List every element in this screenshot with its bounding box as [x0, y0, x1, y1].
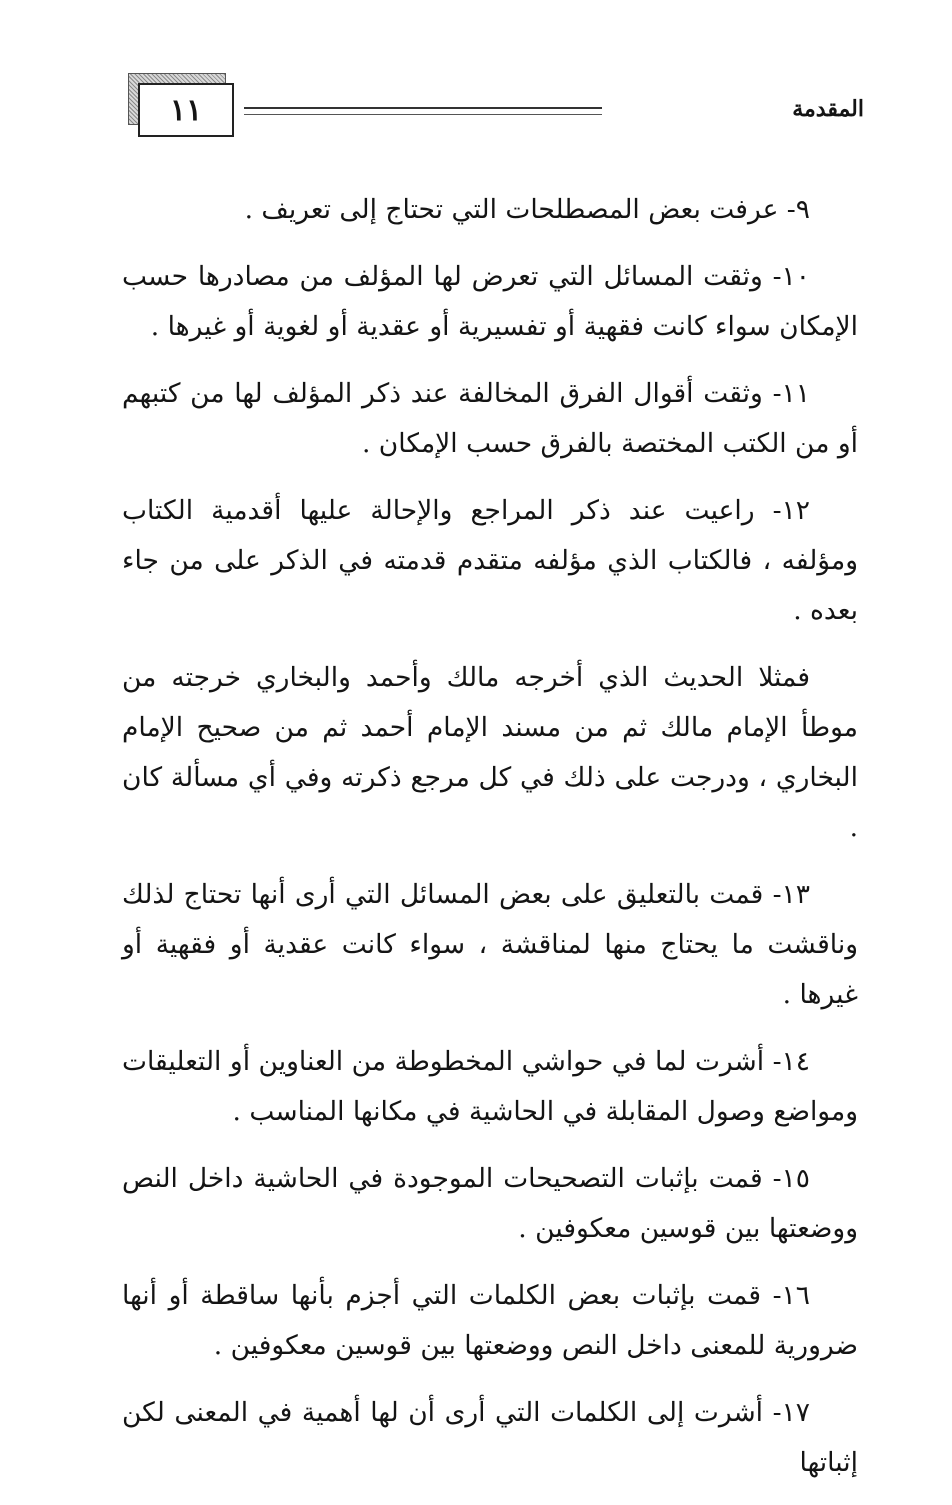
- paragraph-item-11: ١١- وثقت أقوال الفرق المخالفة عند ذكر المؤلف لها من كتبهم أو من الكتب المختصة بالفرق حسب الإمكان .: [122, 378, 858, 459]
- paragraph-item-17: ١٧- أشرت إلى الكلمات التي أرى أن لها أهمية في المعنى لكن إثباتها: [122, 1397, 858, 1478]
- paragraph-example: فمثلا الحديث الذي أخرجه مالك وأحمد والبخاري خرجته من موطأ الإمام مالك ثم من مسند الإمام أحمد ثم من صحيح الإمام البخاري ، ودرجت على ذلك في كل مرجع ذكرته وفي أي مسألة كان .: [122, 662, 858, 843]
- paragraph-item-10: ١٠- وثقت المسائل التي تعرض لها المؤلف من مصادرها حسب الإمكان سواء كانت فقهية أو تفسيرية أو عقدية أو لغوية أو غيرها .: [122, 261, 858, 342]
- paragraph-item-9: ٩- عرفت بعض المصطلحات التي تحتاج إلى تعريف .: [244, 194, 810, 225]
- paragraph-item-14: ١٤- أشرت لما في حواشي المخطوطة من العناوين أو التعليقات ومواضع وصول المقابلة في الحاشية في مكانها المناسب .: [122, 1046, 858, 1127]
- chapter-title: المقدمة: [792, 96, 864, 122]
- page-number: ١١: [138, 83, 234, 137]
- paragraph-item-16: ١٦- قمت بإثبات بعض الكلمات التي أجزم بأنها ساقطة أو أنها ضرورية للمعنى داخل النص ووضعتها بين قوسين معكوفين .: [122, 1280, 858, 1361]
- paragraph-item-15: ١٥- قمت بإثبات التصحيحات الموجودة في الحاشية داخل النص ووضعتها بين قوسين معكوفين .: [122, 1163, 858, 1244]
- paragraph-item-13: ١٣- قمت بالتعليق على بعض المسائل التي أرى أنها تحتاج لذلك وناقشت ما يحتاج منها لمناقشة ، سواء كانت عقدية أو فقهية أو غيرها .: [122, 879, 858, 1010]
- header-rule-thick: [244, 107, 602, 109]
- header-rule-thin: [244, 114, 602, 115]
- paragraph-item-12: ١٢- راعيت عند ذكر المراجع والإحالة عليها أقدمية الكتاب ومؤلفه ، فالكتاب الذي مؤلفه متقدم قدمته في الذكر على من جاء بعده .: [122, 495, 858, 626]
- page-body: [122, 185, 858, 1505]
- page-header: [0, 0, 952, 170]
